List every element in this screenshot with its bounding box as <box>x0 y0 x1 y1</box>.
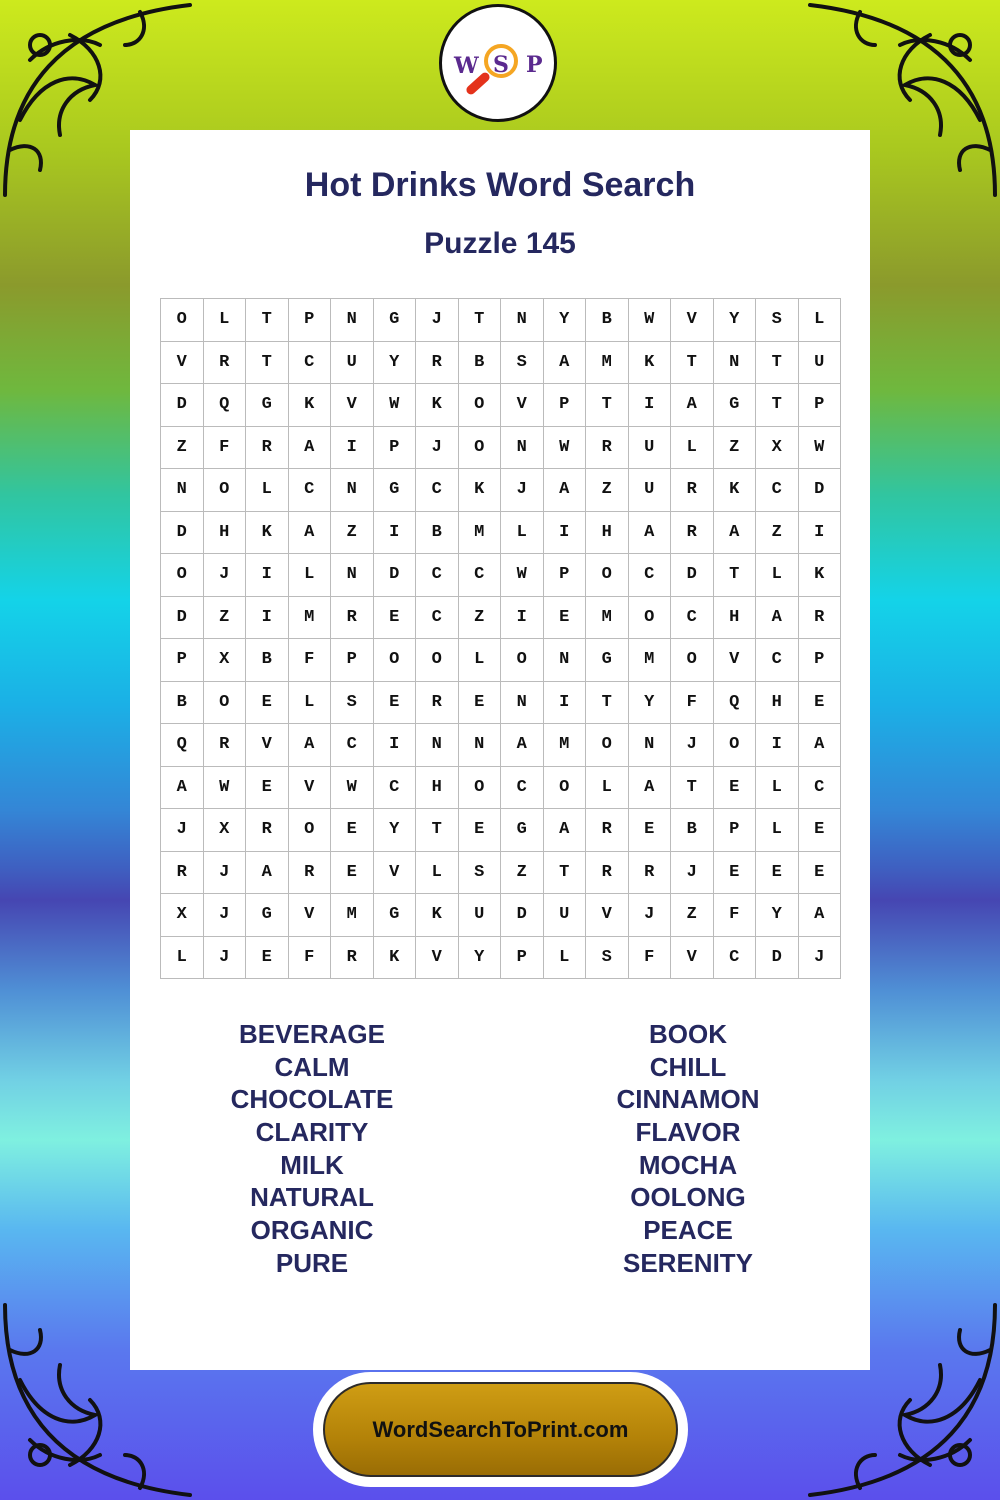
grid-cell[interactable]: V <box>671 299 714 342</box>
logo-letter-w: W <box>454 53 479 79</box>
grid-cell[interactable]: H <box>586 512 629 555</box>
grid-cell[interactable]: A <box>629 512 672 555</box>
grid-cell[interactable]: J <box>629 894 672 937</box>
word-list-item: BEVERAGE <box>239 1019 385 1049</box>
grid-cell[interactable]: B <box>586 299 629 342</box>
grid-cell[interactable]: O <box>204 682 247 725</box>
grid-cell[interactable]: A <box>289 427 332 470</box>
grid-cell[interactable]: R <box>289 852 332 895</box>
grid-cell[interactable]: C <box>374 767 417 810</box>
grid-cell[interactable]: A <box>799 724 842 767</box>
grid-cell[interactable]: G <box>246 384 289 427</box>
word-list-item: MOCHA <box>638 1149 738 1180</box>
grid-cell[interactable]: L <box>756 809 799 852</box>
grid-cell[interactable]: Y <box>374 342 417 385</box>
footer-pill <box>313 1372 688 1487</box>
grid-cell[interactable]: C <box>671 597 714 640</box>
grid-cell[interactable]: D <box>671 554 714 597</box>
grid-cell[interactable]: Q <box>714 682 757 725</box>
grid-cell[interactable]: C <box>799 767 842 810</box>
grid-cell[interactable]: O <box>459 427 502 470</box>
grid-cell[interactable]: N <box>501 427 544 470</box>
grid-cell[interactable]: T <box>586 384 629 427</box>
grid-cell[interactable]: U <box>629 469 672 512</box>
grid-cell[interactable]: S <box>459 852 502 895</box>
grid-cell[interactable]: L <box>289 554 332 597</box>
grid-cell[interactable]: L <box>756 554 799 597</box>
grid-cell[interactable]: I <box>246 554 289 597</box>
grid-cell[interactable]: D <box>799 469 842 512</box>
grid-cell[interactable]: I <box>246 597 289 640</box>
puzzle-number: Puzzle 145 <box>424 227 576 260</box>
grid-cell[interactable]: X <box>756 427 799 470</box>
grid-cell[interactable]: R <box>586 427 629 470</box>
word-list-item: CHILL <box>649 1051 727 1082</box>
grid-cell[interactable]: E <box>714 767 757 810</box>
grid-cell[interactable]: C <box>416 597 459 640</box>
grid-cell[interactable]: T <box>671 767 714 810</box>
site-logo[interactable] <box>439 4 557 122</box>
grid-cell[interactable]: O <box>459 384 502 427</box>
grid-cell[interactable]: A <box>629 767 672 810</box>
grid-cell[interactable]: O <box>671 639 714 682</box>
word-list-left <box>162 1018 462 1280</box>
grid-cell[interactable]: Z <box>756 512 799 555</box>
grid-cell[interactable]: L <box>416 852 459 895</box>
grid-cell[interactable]: E <box>544 597 587 640</box>
grid-cell[interactable]: E <box>756 852 799 895</box>
grid-cell[interactable]: S <box>586 937 629 980</box>
grid-cell[interactable]: W <box>799 427 842 470</box>
grid-cell[interactable]: Y <box>459 937 502 980</box>
grid-cell[interactable]: C <box>756 469 799 512</box>
grid-cell[interactable]: G <box>586 639 629 682</box>
grid-cell[interactable]: Z <box>671 894 714 937</box>
grid-cell[interactable]: V <box>374 852 417 895</box>
grid-cell[interactable]: O <box>629 597 672 640</box>
word-list-item: CHOCOLATE <box>230 1084 394 1115</box>
grid-cell[interactable]: X <box>161 894 204 937</box>
grid-cell[interactable]: D <box>374 554 417 597</box>
grid-cell[interactable]: W <box>501 554 544 597</box>
word-list-item: PEACE <box>643 1215 733 1246</box>
grid-cell[interactable]: N <box>629 724 672 767</box>
grid-cell[interactable]: J <box>501 469 544 512</box>
grid-cell[interactable]: N <box>544 639 587 682</box>
grid-cell[interactable]: E <box>331 852 374 895</box>
page-title: Hot Drinks Word Search <box>304 166 696 204</box>
grid-cell[interactable]: A <box>544 809 587 852</box>
grid-cell[interactable]: Z <box>331 512 374 555</box>
grid-cell[interactable]: L <box>161 937 204 980</box>
grid-cell[interactable]: Y <box>756 894 799 937</box>
grid-cell[interactable]: P <box>544 554 587 597</box>
grid-cell[interactable]: J <box>671 724 714 767</box>
grid-cell[interactable]: Y <box>629 682 672 725</box>
grid-cell[interactable]: X <box>204 809 247 852</box>
grid-cell[interactable]: B <box>459 342 502 385</box>
grid-cell[interactable]: B <box>416 512 459 555</box>
grid-cell[interactable]: T <box>416 809 459 852</box>
grid-cell[interactable]: E <box>629 809 672 852</box>
grid-cell[interactable]: K <box>629 342 672 385</box>
grid-cell[interactable]: N <box>331 469 374 512</box>
grid-cell[interactable]: U <box>331 342 374 385</box>
grid-cell[interactable]: A <box>714 512 757 555</box>
grid-cell[interactable]: F <box>204 427 247 470</box>
grid-cell[interactable]: W <box>544 427 587 470</box>
word-list-item: SERENITY <box>622 1247 754 1278</box>
grid-cell[interactable]: V <box>671 937 714 980</box>
grid-cell[interactable]: C <box>416 469 459 512</box>
grid-cell[interactable]: T <box>246 299 289 342</box>
grid-cell[interactable]: P <box>374 427 417 470</box>
grid-cell[interactable]: C <box>416 554 459 597</box>
word-list-right <box>538 1018 838 1280</box>
grid-cell[interactable]: I <box>544 682 587 725</box>
grid-cell[interactable]: P <box>799 639 842 682</box>
grid-cell[interactable]: R <box>629 852 672 895</box>
grid-cell[interactable]: A <box>501 724 544 767</box>
grid-cell[interactable]: Q <box>204 384 247 427</box>
grid-cell[interactable]: K <box>714 469 757 512</box>
grid-cell[interactable]: U <box>459 894 502 937</box>
grid-cell[interactable]: E <box>459 809 502 852</box>
grid-cell[interactable]: S <box>756 299 799 342</box>
grid-cell[interactable]: F <box>714 894 757 937</box>
grid-cell[interactable]: F <box>289 937 332 980</box>
grid-cell[interactable]: V <box>714 639 757 682</box>
grid-cell[interactable]: M <box>586 597 629 640</box>
grid-cell[interactable]: T <box>544 852 587 895</box>
grid-cell[interactable]: J <box>204 894 247 937</box>
grid-cell[interactable]: R <box>671 469 714 512</box>
word-list-item: PURE <box>275 1247 349 1278</box>
grid-cell[interactable]: R <box>416 682 459 725</box>
grid-cell[interactable]: O <box>459 767 502 810</box>
grid-cell[interactable]: E <box>374 597 417 640</box>
grid-cell[interactable]: A <box>544 342 587 385</box>
grid-cell[interactable]: K <box>374 937 417 980</box>
grid-cell[interactable]: B <box>671 809 714 852</box>
grid-cell[interactable]: S <box>501 342 544 385</box>
grid-cell[interactable]: J <box>416 299 459 342</box>
grid-cell[interactable]: H <box>714 597 757 640</box>
grid-cell[interactable]: P <box>331 639 374 682</box>
grid-cell[interactable]: K <box>246 512 289 555</box>
grid-cell[interactable]: F <box>629 937 672 980</box>
grid-cell[interactable]: A <box>246 852 289 895</box>
word-list-item: CLARITY <box>255 1117 369 1148</box>
grid-cell[interactable]: K <box>799 554 842 597</box>
grid-cell[interactable]: W <box>629 299 672 342</box>
grid-cell[interactable]: M <box>544 724 587 767</box>
grid-cell[interactable]: Y <box>714 299 757 342</box>
grid-cell[interactable]: R <box>331 937 374 980</box>
word-list-item: FLAVOR <box>635 1117 741 1148</box>
grid-cell[interactable]: A <box>544 469 587 512</box>
grid-cell[interactable]: Y <box>374 809 417 852</box>
word-list-item: CALM <box>274 1051 350 1082</box>
grid-cell[interactable]: A <box>671 384 714 427</box>
grid-cell[interactable]: D <box>161 384 204 427</box>
grid-cell[interactable]: B <box>246 639 289 682</box>
grid-cell[interactable]: L <box>459 639 502 682</box>
grid-cell[interactable]: J <box>204 852 247 895</box>
grid-cell[interactable]: N <box>714 342 757 385</box>
grid-cell[interactable]: I <box>331 427 374 470</box>
grid-cell[interactable]: T <box>671 342 714 385</box>
grid-cell[interactable]: E <box>714 852 757 895</box>
grid-cell[interactable]: O <box>586 554 629 597</box>
grid-cell[interactable]: M <box>289 597 332 640</box>
grid-cell[interactable]: I <box>544 512 587 555</box>
grid-cell[interactable]: G <box>374 894 417 937</box>
grid-cell[interactable]: N <box>331 554 374 597</box>
grid-cell[interactable]: L <box>246 469 289 512</box>
word-list-item: MILK <box>280 1149 344 1180</box>
grid-cell[interactable]: P <box>799 384 842 427</box>
grid-cell[interactable]: F <box>289 639 332 682</box>
grid-cell[interactable]: W <box>331 767 374 810</box>
grid-cell[interactable]: Z <box>586 469 629 512</box>
grid-cell[interactable]: T <box>714 554 757 597</box>
grid-cell[interactable]: O <box>544 767 587 810</box>
grid-cell[interactable]: I <box>374 724 417 767</box>
site-link-button[interactable]: WordSearchToPrint.com <box>323 1382 678 1477</box>
grid-cell[interactable]: E <box>459 682 502 725</box>
grid-cell[interactable]: Z <box>501 852 544 895</box>
grid-cell[interactable]: K <box>459 469 502 512</box>
grid-cell[interactable]: X <box>204 639 247 682</box>
grid-cell[interactable]: Z <box>161 427 204 470</box>
puzzle-sheet <box>130 130 870 1370</box>
grid-cell[interactable]: C <box>714 937 757 980</box>
grid-cell[interactable]: I <box>756 724 799 767</box>
grid-cell[interactable]: O <box>289 809 332 852</box>
grid-cell[interactable]: G <box>374 299 417 342</box>
grid-cell[interactable]: T <box>246 342 289 385</box>
grid-cell[interactable]: O <box>714 724 757 767</box>
grid-cell[interactable]: Z <box>204 597 247 640</box>
grid-cell[interactable]: O <box>204 469 247 512</box>
grid-cell[interactable]: V <box>501 384 544 427</box>
grid-cell[interactable]: O <box>501 639 544 682</box>
grid-cell[interactable]: S <box>331 682 374 725</box>
grid-cell[interactable]: P <box>289 299 332 342</box>
grid-cell[interactable]: L <box>289 682 332 725</box>
grid-cell[interactable]: O <box>161 554 204 597</box>
grid-cell[interactable]: A <box>756 597 799 640</box>
grid-cell[interactable]: V <box>586 894 629 937</box>
grid-cell[interactable]: C <box>629 554 672 597</box>
grid-cell[interactable]: A <box>161 767 204 810</box>
grid-cell[interactable]: A <box>289 512 332 555</box>
grid-cell[interactable]: D <box>161 512 204 555</box>
grid-cell[interactable]: E <box>799 809 842 852</box>
grid-cell[interactable]: V <box>416 937 459 980</box>
grid-cell[interactable]: U <box>544 894 587 937</box>
grid-cell[interactable]: C <box>331 724 374 767</box>
grid-cell[interactable]: R <box>331 597 374 640</box>
grid-cell[interactable]: E <box>799 682 842 725</box>
grid-cell[interactable]: J <box>204 554 247 597</box>
grid-cell[interactable]: V <box>289 767 332 810</box>
grid-cell[interactable]: R <box>246 427 289 470</box>
grid-cell[interactable]: E <box>246 767 289 810</box>
grid-cell[interactable]: J <box>161 809 204 852</box>
grid-cell[interactable]: Y <box>544 299 587 342</box>
word-list-item: CINNAMON <box>616 1084 760 1115</box>
grid-cell[interactable]: T <box>756 342 799 385</box>
grid-cell[interactable]: P <box>161 639 204 682</box>
word-list-item: ORGANIC <box>250 1215 374 1246</box>
grid-cell[interactable]: T <box>459 299 502 342</box>
grid-cell[interactable]: W <box>204 767 247 810</box>
grid-cell[interactable]: E <box>799 852 842 895</box>
grid-cell[interactable]: A <box>289 724 332 767</box>
grid-cell[interactable]: L <box>544 937 587 980</box>
grid-cell[interactable]: M <box>459 512 502 555</box>
grid-cell[interactable]: R <box>161 852 204 895</box>
grid-cell[interactable]: J <box>799 937 842 980</box>
grid-cell[interactable]: N <box>331 299 374 342</box>
grid-cell[interactable]: Z <box>459 597 502 640</box>
grid-cell[interactable]: V <box>331 384 374 427</box>
grid-cell[interactable]: T <box>756 384 799 427</box>
grid-cell[interactable]: V <box>246 724 289 767</box>
grid-cell[interactable]: L <box>671 427 714 470</box>
grid-cell[interactable]: N <box>501 682 544 725</box>
logo-letter-p: P <box>526 52 543 78</box>
grid-cell[interactable]: R <box>204 342 247 385</box>
grid-cell[interactable]: O <box>374 639 417 682</box>
grid-cell[interactable]: C <box>756 639 799 682</box>
grid-cell[interactable]: C <box>459 554 502 597</box>
grid-cell[interactable]: I <box>501 597 544 640</box>
word-list-item: OOLONG <box>630 1182 746 1213</box>
grid-cell[interactable]: K <box>289 384 332 427</box>
grid-cell[interactable]: O <box>586 724 629 767</box>
grid-cell[interactable]: G <box>714 384 757 427</box>
grid-cell[interactable]: I <box>799 512 842 555</box>
grid-cell[interactable]: R <box>586 852 629 895</box>
grid-cell[interactable]: P <box>714 809 757 852</box>
grid-cell[interactable]: M <box>586 342 629 385</box>
grid-cell[interactable]: J <box>416 427 459 470</box>
grid-cell[interactable]: B <box>161 682 204 725</box>
word-list-item: BOOK <box>649 1019 727 1049</box>
grid-cell[interactable]: H <box>416 767 459 810</box>
grid-cell[interactable]: R <box>586 809 629 852</box>
grid-cell[interactable]: M <box>629 639 672 682</box>
grid-cell[interactable]: K <box>416 384 459 427</box>
grid-cell[interactable]: R <box>246 809 289 852</box>
grid-cell[interactable]: L <box>204 299 247 342</box>
grid-cell[interactable]: O <box>416 639 459 682</box>
grid-cell[interactable]: J <box>204 937 247 980</box>
grid-cell[interactable]: J <box>671 852 714 895</box>
letter-grid <box>160 298 841 979</box>
grid-cell[interactable]: L <box>756 767 799 810</box>
logo-letter-s: S <box>493 52 509 78</box>
grid-cell[interactable]: L <box>799 299 842 342</box>
grid-cell[interactable]: U <box>799 342 842 385</box>
grid-cell[interactable]: E <box>331 809 374 852</box>
grid-cell[interactable]: D <box>501 894 544 937</box>
grid-cell[interactable]: C <box>289 469 332 512</box>
grid-cell[interactable]: H <box>204 512 247 555</box>
grid-cell[interactable]: G <box>374 469 417 512</box>
grid-cell[interactable]: A <box>799 894 842 937</box>
grid-cell[interactable]: R <box>204 724 247 767</box>
grid-cell[interactable]: G <box>501 809 544 852</box>
grid-cell[interactable]: L <box>586 767 629 810</box>
word-list-item: NATURAL <box>250 1182 374 1213</box>
grid-cell[interactable]: N <box>161 469 204 512</box>
grid-cell[interactable]: Z <box>714 427 757 470</box>
grid-cell[interactable]: V <box>289 894 332 937</box>
grid-cell[interactable]: R <box>416 342 459 385</box>
grid-cell[interactable]: C <box>289 342 332 385</box>
grid-cell[interactable]: D <box>161 597 204 640</box>
grid-cell[interactable]: E <box>374 682 417 725</box>
grid-cell[interactable]: P <box>501 937 544 980</box>
grid-cell[interactable]: I <box>629 384 672 427</box>
grid-cell[interactable]: Q <box>161 724 204 767</box>
grid-cell[interactable]: P <box>544 384 587 427</box>
grid-cell[interactable]: K <box>416 894 459 937</box>
grid-cell[interactable]: V <box>161 342 204 385</box>
grid-cell[interactable]: F <box>671 682 714 725</box>
grid-cell[interactable]: N <box>501 299 544 342</box>
grid-cell[interactable]: L <box>501 512 544 555</box>
grid-cell[interactable]: I <box>374 512 417 555</box>
grid-cell[interactable]: N <box>416 724 459 767</box>
grid-cell[interactable]: T <box>586 682 629 725</box>
grid-cell[interactable]: E <box>246 937 289 980</box>
grid-cell[interactable]: N <box>459 724 502 767</box>
grid-cell[interactable]: D <box>756 937 799 980</box>
grid-cell[interactable]: H <box>756 682 799 725</box>
grid-cell[interactable]: R <box>799 597 842 640</box>
grid-cell[interactable]: M <box>331 894 374 937</box>
grid-cell[interactable]: U <box>629 427 672 470</box>
grid-cell[interactable]: G <box>246 894 289 937</box>
grid-cell[interactable]: E <box>246 682 289 725</box>
grid-cell[interactable]: W <box>374 384 417 427</box>
grid-cell[interactable]: R <box>671 512 714 555</box>
grid-cell[interactable]: O <box>161 299 204 342</box>
grid-cell[interactable]: C <box>501 767 544 810</box>
